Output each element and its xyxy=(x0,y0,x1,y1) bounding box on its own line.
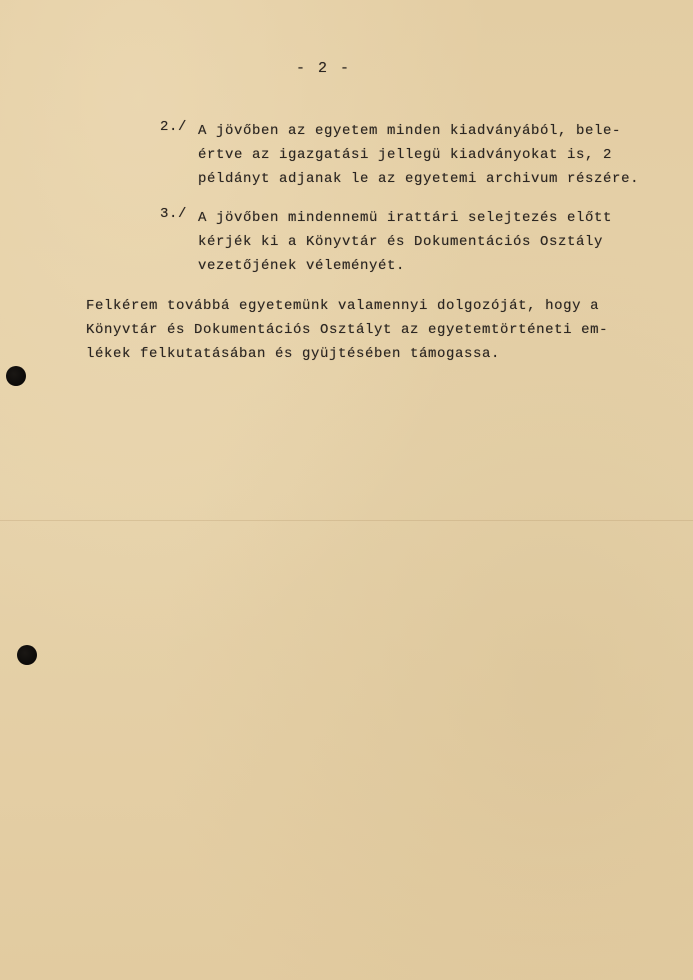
item-3-line-2: kérjék ki a Könyvtár és Dokumentációs Osztály xyxy=(198,234,604,250)
item-number-3: 3./ xyxy=(160,206,188,222)
item-3-line-3: vezetőjének véleményét. xyxy=(198,258,406,274)
item-2-line-2: értve az igazgatási jellegü kiadványokat is, 2 xyxy=(198,147,613,163)
item-3-line-1: A jövőben mindennemü irattári selejtezés előtt xyxy=(198,210,613,226)
closing-paragraph-line-1: Felkérem továbbá egyetemünk valamennyi dolgozóját, hogy a xyxy=(86,298,600,314)
punch-hole-lower xyxy=(17,645,37,665)
item-2-line-3: példányt adjanak le az egyetemi archivum részére. xyxy=(198,171,640,187)
item-2-line-1: A jövőben az egyetem minden kiadványából, bele- xyxy=(198,123,622,139)
paper-fold-line xyxy=(0,520,693,521)
page-number: - 2 - xyxy=(296,60,352,77)
punch-hole-upper xyxy=(6,366,26,386)
item-number-2: 2./ xyxy=(160,119,188,135)
closing-paragraph-line-3: lékek felkutatásában és gyüjtésében támogassa. xyxy=(86,346,501,362)
closing-paragraph-line-2: Könyvtár és Dokumentációs Osztályt az egyetemtörténeti em- xyxy=(86,322,609,338)
